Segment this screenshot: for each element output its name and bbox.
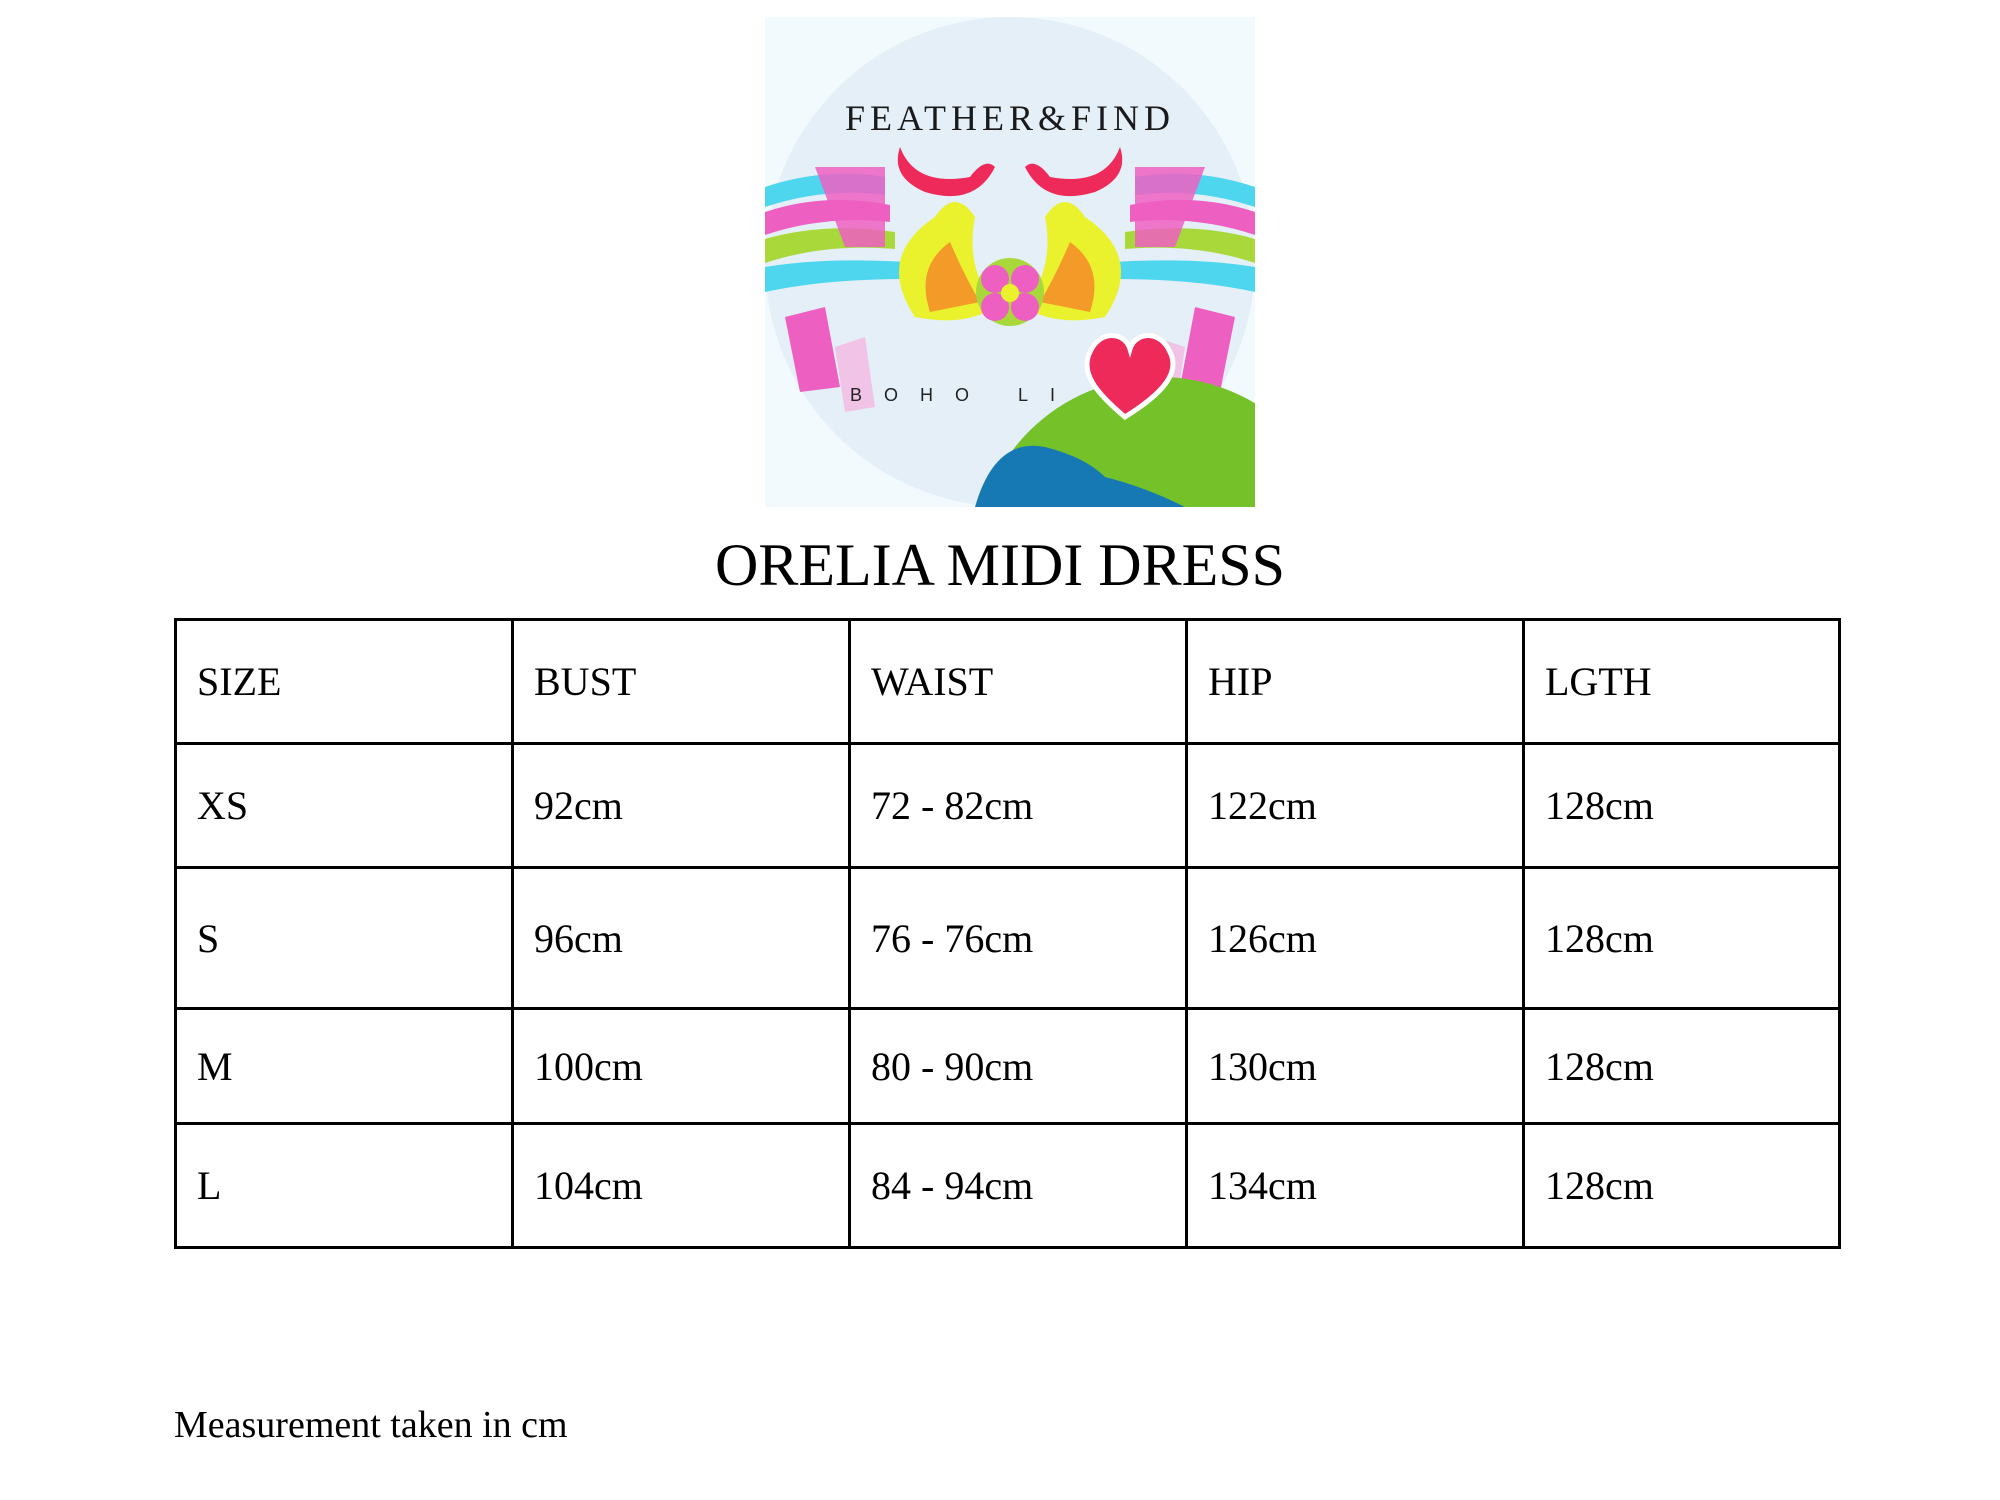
cell-hip: 134cm [1187,1124,1524,1248]
table-row [176,868,1840,1009]
brand-logo [765,17,1255,507]
cell-size: S [176,868,513,1009]
cell-waist: 72 - 82cm [850,744,1187,868]
measurement-note: Measurement taken in cm [174,1404,568,1446]
logo-artwork [765,17,1255,507]
table-row [176,1009,1840,1124]
table-row [176,1124,1840,1248]
cell-waist: 76 - 76cm [850,868,1187,1009]
cell-size: L [176,1124,513,1248]
header-size: SIZE [176,620,513,744]
product-title: ORELIA MIDI DRESS [714,532,1286,598]
cell-hip: 126cm [1187,868,1524,1009]
cell-size: M [176,1009,513,1124]
brand-wordmark: FEATHER&FIND [844,98,1176,138]
table-header-row [176,620,1840,744]
header-bust: BUST [513,620,850,744]
cell-bust: 92cm [513,744,850,868]
cell-length: 128cm [1524,1009,1840,1124]
cell-size: XS [176,744,513,868]
cell-bust: 96cm [513,868,850,1009]
cell-waist: 80 - 90cm [850,1009,1187,1124]
size-chart-table [174,618,1841,1249]
cell-length: 128cm [1524,744,1840,868]
header-hip: HIP [1187,620,1524,744]
cell-waist: 84 - 94cm [850,1124,1187,1248]
cell-length: 128cm [1524,1124,1840,1248]
header-waist: WAIST [850,620,1187,744]
table-row [176,744,1840,868]
header-length: LGTH [1524,620,1840,744]
cell-hip: 122cm [1187,744,1524,868]
cell-hip: 130cm [1187,1009,1524,1124]
cell-bust: 100cm [513,1009,850,1124]
cell-bust: 104cm [513,1124,850,1248]
brand-tagline: BOHO LI [850,385,1078,405]
cell-length: 128cm [1524,868,1840,1009]
